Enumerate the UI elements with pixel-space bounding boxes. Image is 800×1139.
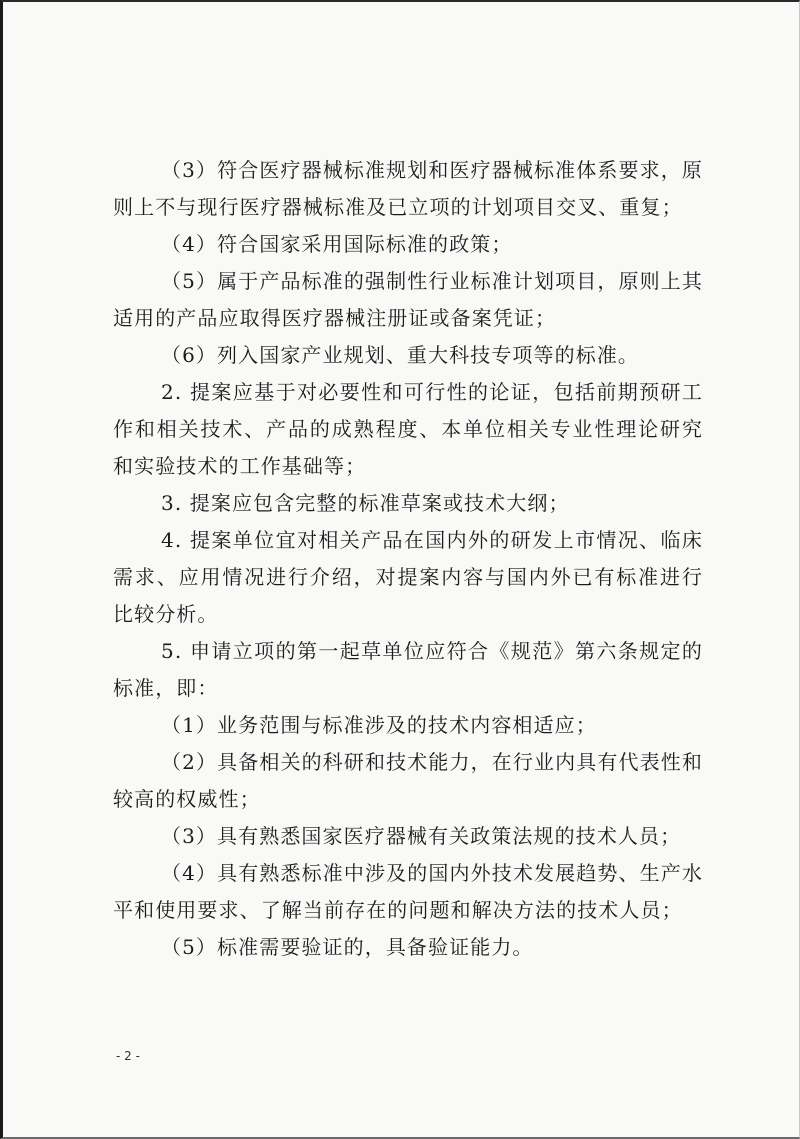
paragraph: 4. 提案单位宜对相关产品在国内外的研发上市情况、临床需求、应用情况进行介绍，对提案内容与国内外已有标准进行比较分析。 (113, 528, 703, 626)
paragraph: 3. 提案应包含完整的标准草案或技术大纲； (161, 491, 570, 515)
paragraph: （3）符合医疗器械标准规划和医疗器械标准体系要求，原则上不与现行医疗器械标准及已立项的计划项目交叉、重复； (113, 158, 703, 219)
paragraph: （4）具有熟悉标准中涉及的国内外技术发展趋势、生产水平和使用要求、了解当前存在的问题和解决方法的技术人员； (113, 861, 703, 922)
paragraph: （6）列入国家产业规划、重大科技专项等的标准。 (161, 343, 640, 367)
paragraph: （5）标准需要验证的，具备验证能力。 (161, 935, 534, 959)
paragraph: 5. 申请立项的第一起草单位应符合《规范》第六条规定的标准，即： (113, 639, 703, 700)
page-number: - 2 - (116, 1049, 140, 1063)
paragraph: （5）属于产品标准的强制性行业标准计划项目，原则上其适用的产品应取得医疗器械注册证或备案凭证； (113, 269, 703, 330)
paragraph: 2. 提案应基于对必要性和可行性的论证，包括前期预研工作和相关技术、产品的成熟程度、本单位相关专业性理论研究和实验技术的工作基础等； (113, 380, 703, 478)
paragraph: （1）业务范围与标准涉及的技术内容相适应； (161, 713, 597, 737)
paragraph: （2）具备相关的科研和技术能力，在行业内具有代表性和较高的权威性； (113, 750, 703, 811)
document-body (113, 152, 703, 966)
paragraph: （4）符合国家采用国际标准的政策； (161, 232, 513, 256)
paragraph: （3）具有熟悉国家医疗器械有关政策法规的技术人员； (161, 824, 682, 848)
